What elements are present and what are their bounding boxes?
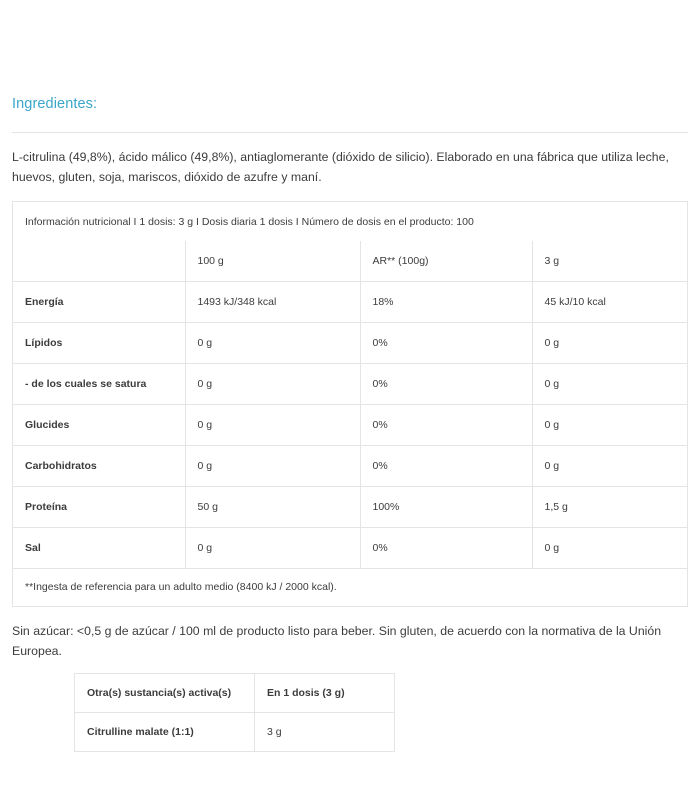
column-header-ar: AR** (100g) xyxy=(360,241,532,282)
row-label-lipidos: Lípidos xyxy=(13,323,185,364)
table-row xyxy=(13,528,687,569)
cell-proteina-ar: 100% xyxy=(360,487,532,528)
table-row xyxy=(13,364,687,405)
column-header-dose: 3 g xyxy=(544,255,560,267)
cell-saturadas-100g: 0 g xyxy=(185,364,360,405)
cell-energia-ar: 18% xyxy=(360,282,532,323)
cell-carbohidratos-dose: 0 g xyxy=(532,446,687,487)
nutrition-facts-box xyxy=(12,201,688,607)
cell-energia-100g: 1493 kJ/348 kcal xyxy=(185,282,360,323)
nutrition-footnote: **Ingesta de referencia para un adulto medio (8400 kJ / 2000 kcal). xyxy=(13,568,687,606)
cell-proteina-100g: 50 g xyxy=(185,487,360,528)
nutrition-header-line: Información nutricional I 1 dosis: 3 g I Dosis diaria 1 dosis I Número de dosis en el producto: 100 xyxy=(25,216,474,228)
nutrition-table-body xyxy=(13,282,687,569)
cell-lipidos-dose: 0 g xyxy=(532,323,687,364)
cell-carbohidratos-100g: 0 g xyxy=(185,446,360,487)
cell-glucides-100g: 0 g xyxy=(185,405,360,446)
cell-substance-amount: 3 g xyxy=(255,713,395,752)
active-table-head xyxy=(75,674,395,713)
cell-glucides-dose: 0 g xyxy=(532,405,687,446)
cell-substance-name: Citrulline malate (1:1) xyxy=(75,713,255,752)
page-title: Ingredientes: xyxy=(12,96,98,112)
column-header-100g: 100 g xyxy=(185,241,360,282)
table-row xyxy=(13,405,687,446)
row-label-proteina: Proteína xyxy=(13,487,185,528)
sugar-note: Sin azúcar: <0,5 g de azúcar / 100 ml de producto listo para beber. Sin gluten, de acuerdo con la normativa de la Unión Europea. xyxy=(12,624,662,658)
column-header-substance: Otra(s) sustancia(s) activa(s) xyxy=(75,674,255,713)
cell-sal-100g: 0 g xyxy=(185,528,360,569)
column-header-blank xyxy=(13,241,185,282)
content-area xyxy=(12,96,688,752)
nutrition-table-head xyxy=(13,241,687,282)
table-row xyxy=(13,487,687,528)
cell-carbohidratos-ar: 0% xyxy=(360,446,532,487)
row-label-energia: Energía xyxy=(13,282,185,323)
nutrition-table xyxy=(13,241,687,568)
cell-lipidos-ar: 0% xyxy=(360,323,532,364)
cell-sal-ar: 0% xyxy=(360,528,532,569)
cell-proteina-dose: 1,5 g xyxy=(532,487,687,528)
row-label-carbohidratos: Carbohidratos xyxy=(13,446,185,487)
cell-glucides-ar: 0% xyxy=(360,405,532,446)
table-header-row xyxy=(75,674,395,713)
title-divider xyxy=(12,132,688,133)
cell-sal-dose: 0 g xyxy=(532,528,687,569)
table-row xyxy=(75,713,395,752)
cell-lipidos-100g: 0 g xyxy=(185,323,360,364)
table-row xyxy=(13,282,687,323)
active-table-body xyxy=(75,713,395,752)
cell-saturadas-ar: 0% xyxy=(360,364,532,405)
row-label-sal: Sal xyxy=(13,528,185,569)
active-substances-wrapper xyxy=(74,673,688,752)
active-substances-table xyxy=(74,673,395,752)
ingredients-text: L-citrulina (49,8%), ácido málico (49,8%), antiaglomerante (dióxido de silicio). Elaborado en una fábrica que utiliza leche, huevos, gluten, soja, mariscos, dióxido de azufre y maní. xyxy=(12,150,669,184)
row-label-saturadas: - de los cuales se satura xyxy=(13,364,185,405)
row-label-glucides: Glucides xyxy=(13,405,185,446)
table-header-row xyxy=(13,241,687,282)
column-header-per-dose: En 1 dosis (3 g) xyxy=(255,674,395,713)
cell-energia-dose: 45 kJ/10 kcal xyxy=(532,282,687,323)
cell-saturadas-dose: 0 g xyxy=(532,364,687,405)
table-row xyxy=(13,446,687,487)
table-row xyxy=(13,323,687,364)
